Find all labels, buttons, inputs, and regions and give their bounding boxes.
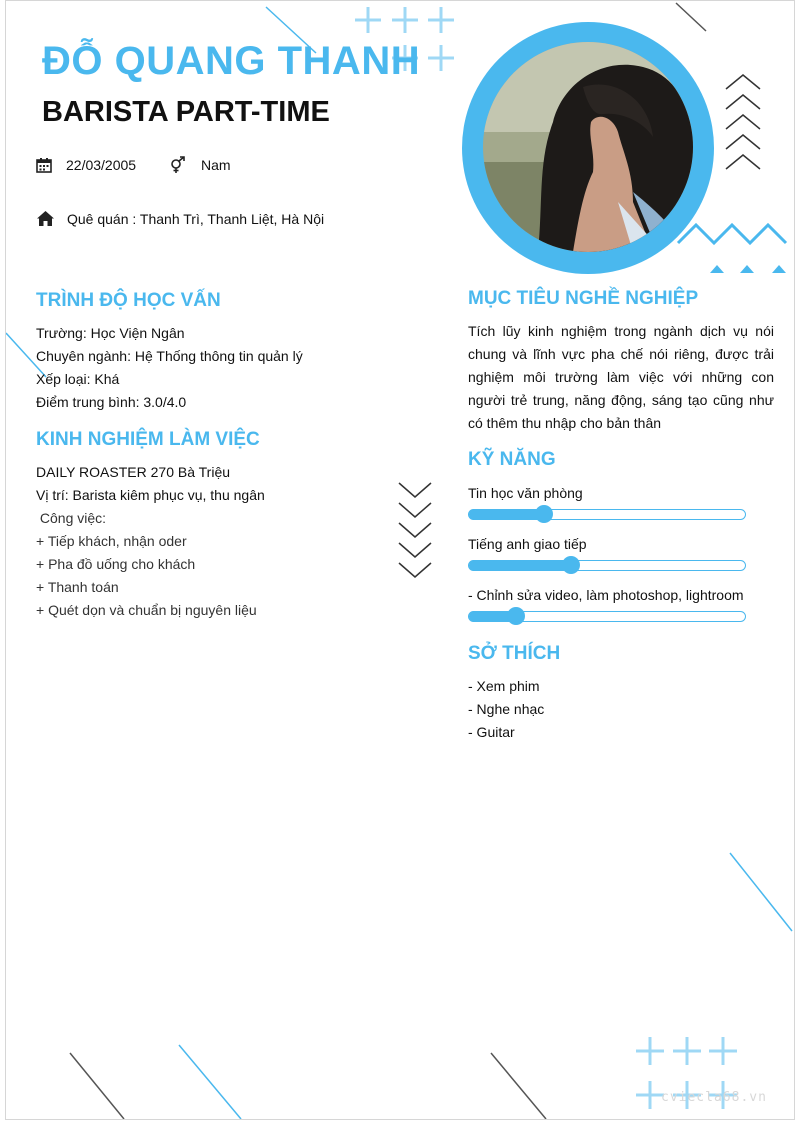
hobbies-list [468,675,544,744]
experience-duty: + Quét dọn và chuẩn bị nguyên liệu [36,602,257,618]
skill-bar [468,560,746,571]
gender-row [169,156,231,174]
skill-fill [469,560,571,571]
hobby-item: - Nghe nhạc [468,701,545,717]
experience-company: DAILY ROASTER 270 Bà Triệu [36,464,231,480]
experience-title: KINH NGHIỆM LÀM VIỆC [36,429,260,450]
hometown-value: Quê quán : Thanh Trì, Thanh Liệt, Hà Nội [67,210,325,227]
dob-value: 22/03/2005 [66,157,137,173]
skill-knob [535,505,553,523]
experience-duty: + Tiếp khách, nhận oder [36,533,187,549]
hobby-item: - Xem phim [468,678,540,694]
skill-label: - Chỉnh sửa video, làm photoshop, lightroom [468,587,744,603]
gender-value: Nam [201,157,231,173]
gender-icon [169,156,187,174]
skill-label: Tin học văn phòng [468,485,583,501]
skill-label: Tiếng anh giao tiếp [468,536,587,552]
skill-bar [468,611,746,622]
experience-duty: + Pha đồ uống cho khách [36,556,196,572]
objective-text: Tích lũy kinh nghiệm trong ngành dịch vụ nói chung và lĩnh vực pha chế nói riêng, được trải nghiệm môi trường làm việc với những con người trẻ trung, năng động, sáng tạo cũng như có thêm thu nhập cho bản thân [468,323,774,431]
experience-details [36,461,265,622]
experience-duty: + Thanh toán [36,579,119,595]
avatar [483,42,693,252]
candidate-name: ĐỖ QUANG THANH [42,39,421,83]
hometown-row [36,210,324,227]
hobby-item: - Guitar [468,724,515,740]
job-title: BARISTA PART-TIME [42,96,330,128]
dob-row [36,157,136,173]
education-major: Chuyên ngành: Hệ Thống thông tin quản lý [36,348,303,364]
education-details [36,322,303,414]
objective-title: MỤC TIÊU NGHỀ NGHIỆP [468,288,699,309]
education-gpa: Điểm trung bình: 3.0/4.0 [36,394,187,410]
home-icon [36,210,55,227]
cv-page [5,0,795,1120]
education-title: TRÌNH ĐỘ HỌC VẤN [36,290,221,311]
experience-position: Vị trí: Barista kiêm phục vụ, thu ngân [36,487,265,503]
skill-bar [468,509,746,520]
skill-fill [469,509,544,520]
experience-duties-label: Công việc: [36,510,107,526]
skill-knob [507,607,525,625]
education-school: Trường: Học Viện Ngân [36,325,185,341]
education-rank: Xếp loại: Khá [36,371,120,387]
hobbies-title: SỞ THÍCH [468,643,561,664]
calendar-icon [36,157,52,173]
skills-title: KỸ NĂNG [468,449,556,470]
skill-knob [562,556,580,574]
watermark: cviecla68.vn [661,1090,767,1105]
